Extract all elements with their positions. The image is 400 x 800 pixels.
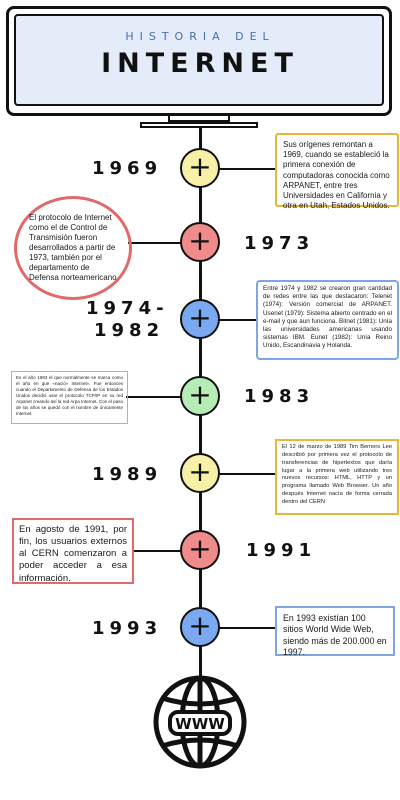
timeline-node-1969[interactable] bbox=[180, 148, 220, 188]
timeline-node-1991[interactable] bbox=[180, 530, 220, 570]
event-card-1974-1982: Entre 1974 y 1982 se crearon gran cantidad de redes entre las que destacaron: Telenet (1974): Versión comercial de ARPANET. Usenet (1979): Sistema abierto centrado en el e-mail y que aun funciona. Bitnet (1981): Unía las universidades americanas usando sistemas IBM. Eunet (1982): Unía Reino Unido, Escandinavia y Holanda. bbox=[256, 280, 399, 360]
year-label: 1983 bbox=[244, 386, 315, 407]
event-card-1969: Sus orígenes remontan a 1969, cuando se estableció la primera conexión de computadoras conocida como ARPANET, entre tres Universidades en California y otra en Utah, Estados Unidos. bbox=[275, 133, 399, 207]
year-label: 1993 bbox=[92, 618, 163, 639]
year-label: 1991 bbox=[246, 540, 317, 561]
plus-icon: + bbox=[188, 377, 212, 411]
year-label: 1982 bbox=[94, 320, 165, 341]
timeline-node-1983[interactable] bbox=[180, 376, 220, 416]
page-title: INTERNET bbox=[101, 48, 299, 79]
plus-icon: + bbox=[188, 454, 212, 488]
globe-icon bbox=[152, 674, 248, 770]
year-label: 1969 bbox=[92, 158, 163, 179]
year-label: 1989 bbox=[92, 464, 163, 485]
event-card-1991: En agosto de 1991, por fin, los usuarios externos al CERN comenzaron a poder acceder a esa información. bbox=[12, 518, 134, 584]
plus-icon: + bbox=[188, 608, 212, 642]
event-card-1983: Es el año 1983 el que normalmente se marca como el año en que «nació» Internet». Fue entonces cuando el Departamento de Defensa de los Estados Unidos decidió usar el protocolo TCP/IP en su red Arpanet creando así la red Arpa Internet. Con el paso de los años se quedó con el nombre de únicamente Internet. bbox=[11, 371, 128, 424]
timeline-node-1973[interactable] bbox=[180, 222, 220, 262]
subtitle: HISTORIA DEL bbox=[125, 30, 275, 43]
event-card-1993: En 1993 existían 100 sitios World Wide Web, siendo más de 200.000 en 1997. bbox=[275, 606, 395, 656]
timeline-node-1989[interactable] bbox=[180, 453, 220, 493]
year-label: 1973 bbox=[244, 233, 315, 254]
year-label: 1974- bbox=[86, 298, 169, 319]
timeline-node-1974-1982[interactable] bbox=[180, 299, 220, 339]
www-label: WWW bbox=[175, 715, 225, 733]
event-card-1973: El protocolo de Internet como el de Control de Transmisión fueron desarrollados a partir de 1973, también por el departamento de Defensa norteamericano bbox=[14, 196, 132, 300]
plus-icon: + bbox=[188, 223, 212, 257]
event-card-1989: El 12 de marzo de 1989 Tim Berners Lee describió por primera vez el protocolo de transferencias de hipertextos que daría lugar a la primera web utilizando tres nuevos recursos: HTML, HTTP y un programa llamado Web Browser. Un año después Internet nacía de forma cerrada dentro del CERN bbox=[275, 439, 399, 515]
plus-icon: + bbox=[188, 149, 212, 183]
plus-icon: + bbox=[188, 300, 212, 334]
plus-icon: + bbox=[188, 531, 212, 565]
timeline-node-1993[interactable] bbox=[180, 607, 220, 647]
